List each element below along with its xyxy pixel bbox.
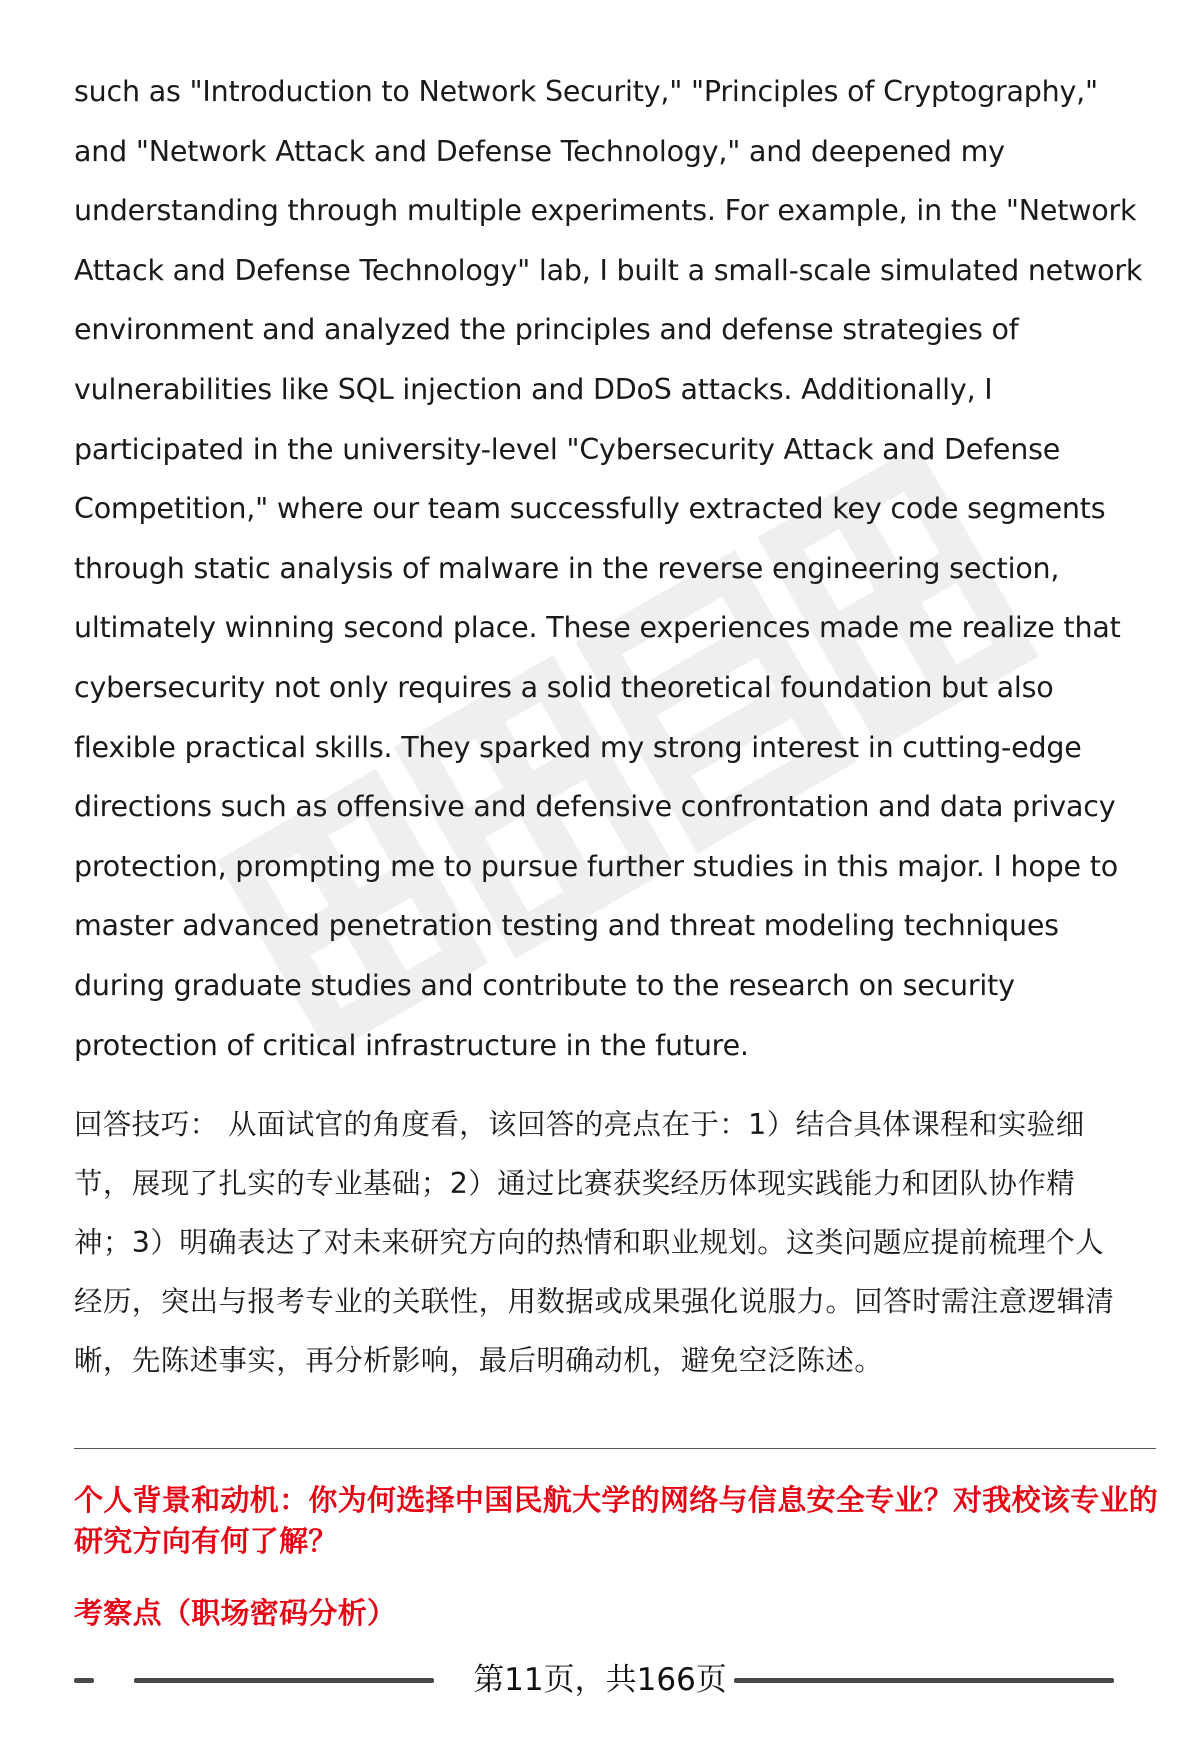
- answer-line: environment and analyzed the principles and defense strategies of: [74, 313, 1019, 347]
- answer-paragraph: [74, 62, 1154, 1075]
- answer-line: cybersecurity not only requires a solid theoretical foundation but also: [74, 670, 1054, 704]
- section-divider: [74, 1448, 1156, 1449]
- answer-line: Competition," where our team successfully extracted key code segments: [74, 492, 1106, 526]
- answer-line: directions such as offensive and defensive confrontation and data privacy: [74, 790, 1116, 824]
- answer-line: such as "Introduction to Network Security," "Principles of Cryptography,": [74, 75, 1098, 108]
- page-number-label: 第11页，共166页: [473, 1662, 727, 1698]
- tip-line: 经历，突出与报考专业的关联性，用数据或成果强化说服力。回答时需注意逻辑清: [74, 1285, 1115, 1319]
- answer-line: understanding through multiple experiments. For example, in the "Network: [74, 194, 1137, 228]
- answer-line: flexible practical skills. They sparked my strong interest in cutting-edge: [74, 730, 1082, 764]
- answer-tips-paragraph: [74, 1095, 1154, 1390]
- page-content: [74, 62, 1154, 1390]
- answer-line: protection, prompting me to pursue further studies in this major. I hope to: [74, 849, 1118, 883]
- tip-line: 晰，先陈述事实，再分析影响，最后明确动机，避免空泛陈述。: [74, 1344, 884, 1378]
- question-heading: 个人背景和动机：你为何选择中国民航大学的网络与信息安全专业？对我校该专业的研究方向有何了解？: [74, 1483, 1159, 1558]
- answer-line: and "Network Attack and Defense Technology," and deepened my: [74, 134, 1005, 168]
- answer-line: Attack and Defense Technology" lab, I built a small-scale simulated network: [74, 253, 1143, 287]
- tip-line: 神；3）明确表达了对未来研究方向的热情和职业规划。这类问题应提前梳理个人: [74, 1226, 1105, 1260]
- answer-line: master advanced penetration testing and threat modeling techniques: [74, 909, 1059, 943]
- answer-line: participated in the university-level "Cybersecurity Attack and Defense: [74, 432, 1061, 466]
- tip-line: 回答技巧： 从面试官的角度看，该回答的亮点在于：1）结合具体课程和实验细: [74, 1108, 1085, 1142]
- answer-line: protection of critical infrastructure in the future.: [74, 1028, 749, 1062]
- answer-line: through static analysis of malware in the reverse engineering section,: [74, 551, 1060, 585]
- answer-line: ultimately winning second place. These experiences made me realize that: [74, 611, 1121, 645]
- page-footer: [0, 1658, 1200, 1702]
- answer-line: during graduate studies and contribute to the research on security: [74, 968, 1015, 1002]
- answer-line: vulnerabilities like SQL injection and DDoS attacks. Additionally, I: [74, 372, 993, 406]
- tip-line: 节，展现了扎实的专业基础；2）通过比赛获奖经历体现实践能力和团队协作精: [74, 1167, 1076, 1201]
- section-title: 考察点（职场密码分析）: [74, 1596, 397, 1630]
